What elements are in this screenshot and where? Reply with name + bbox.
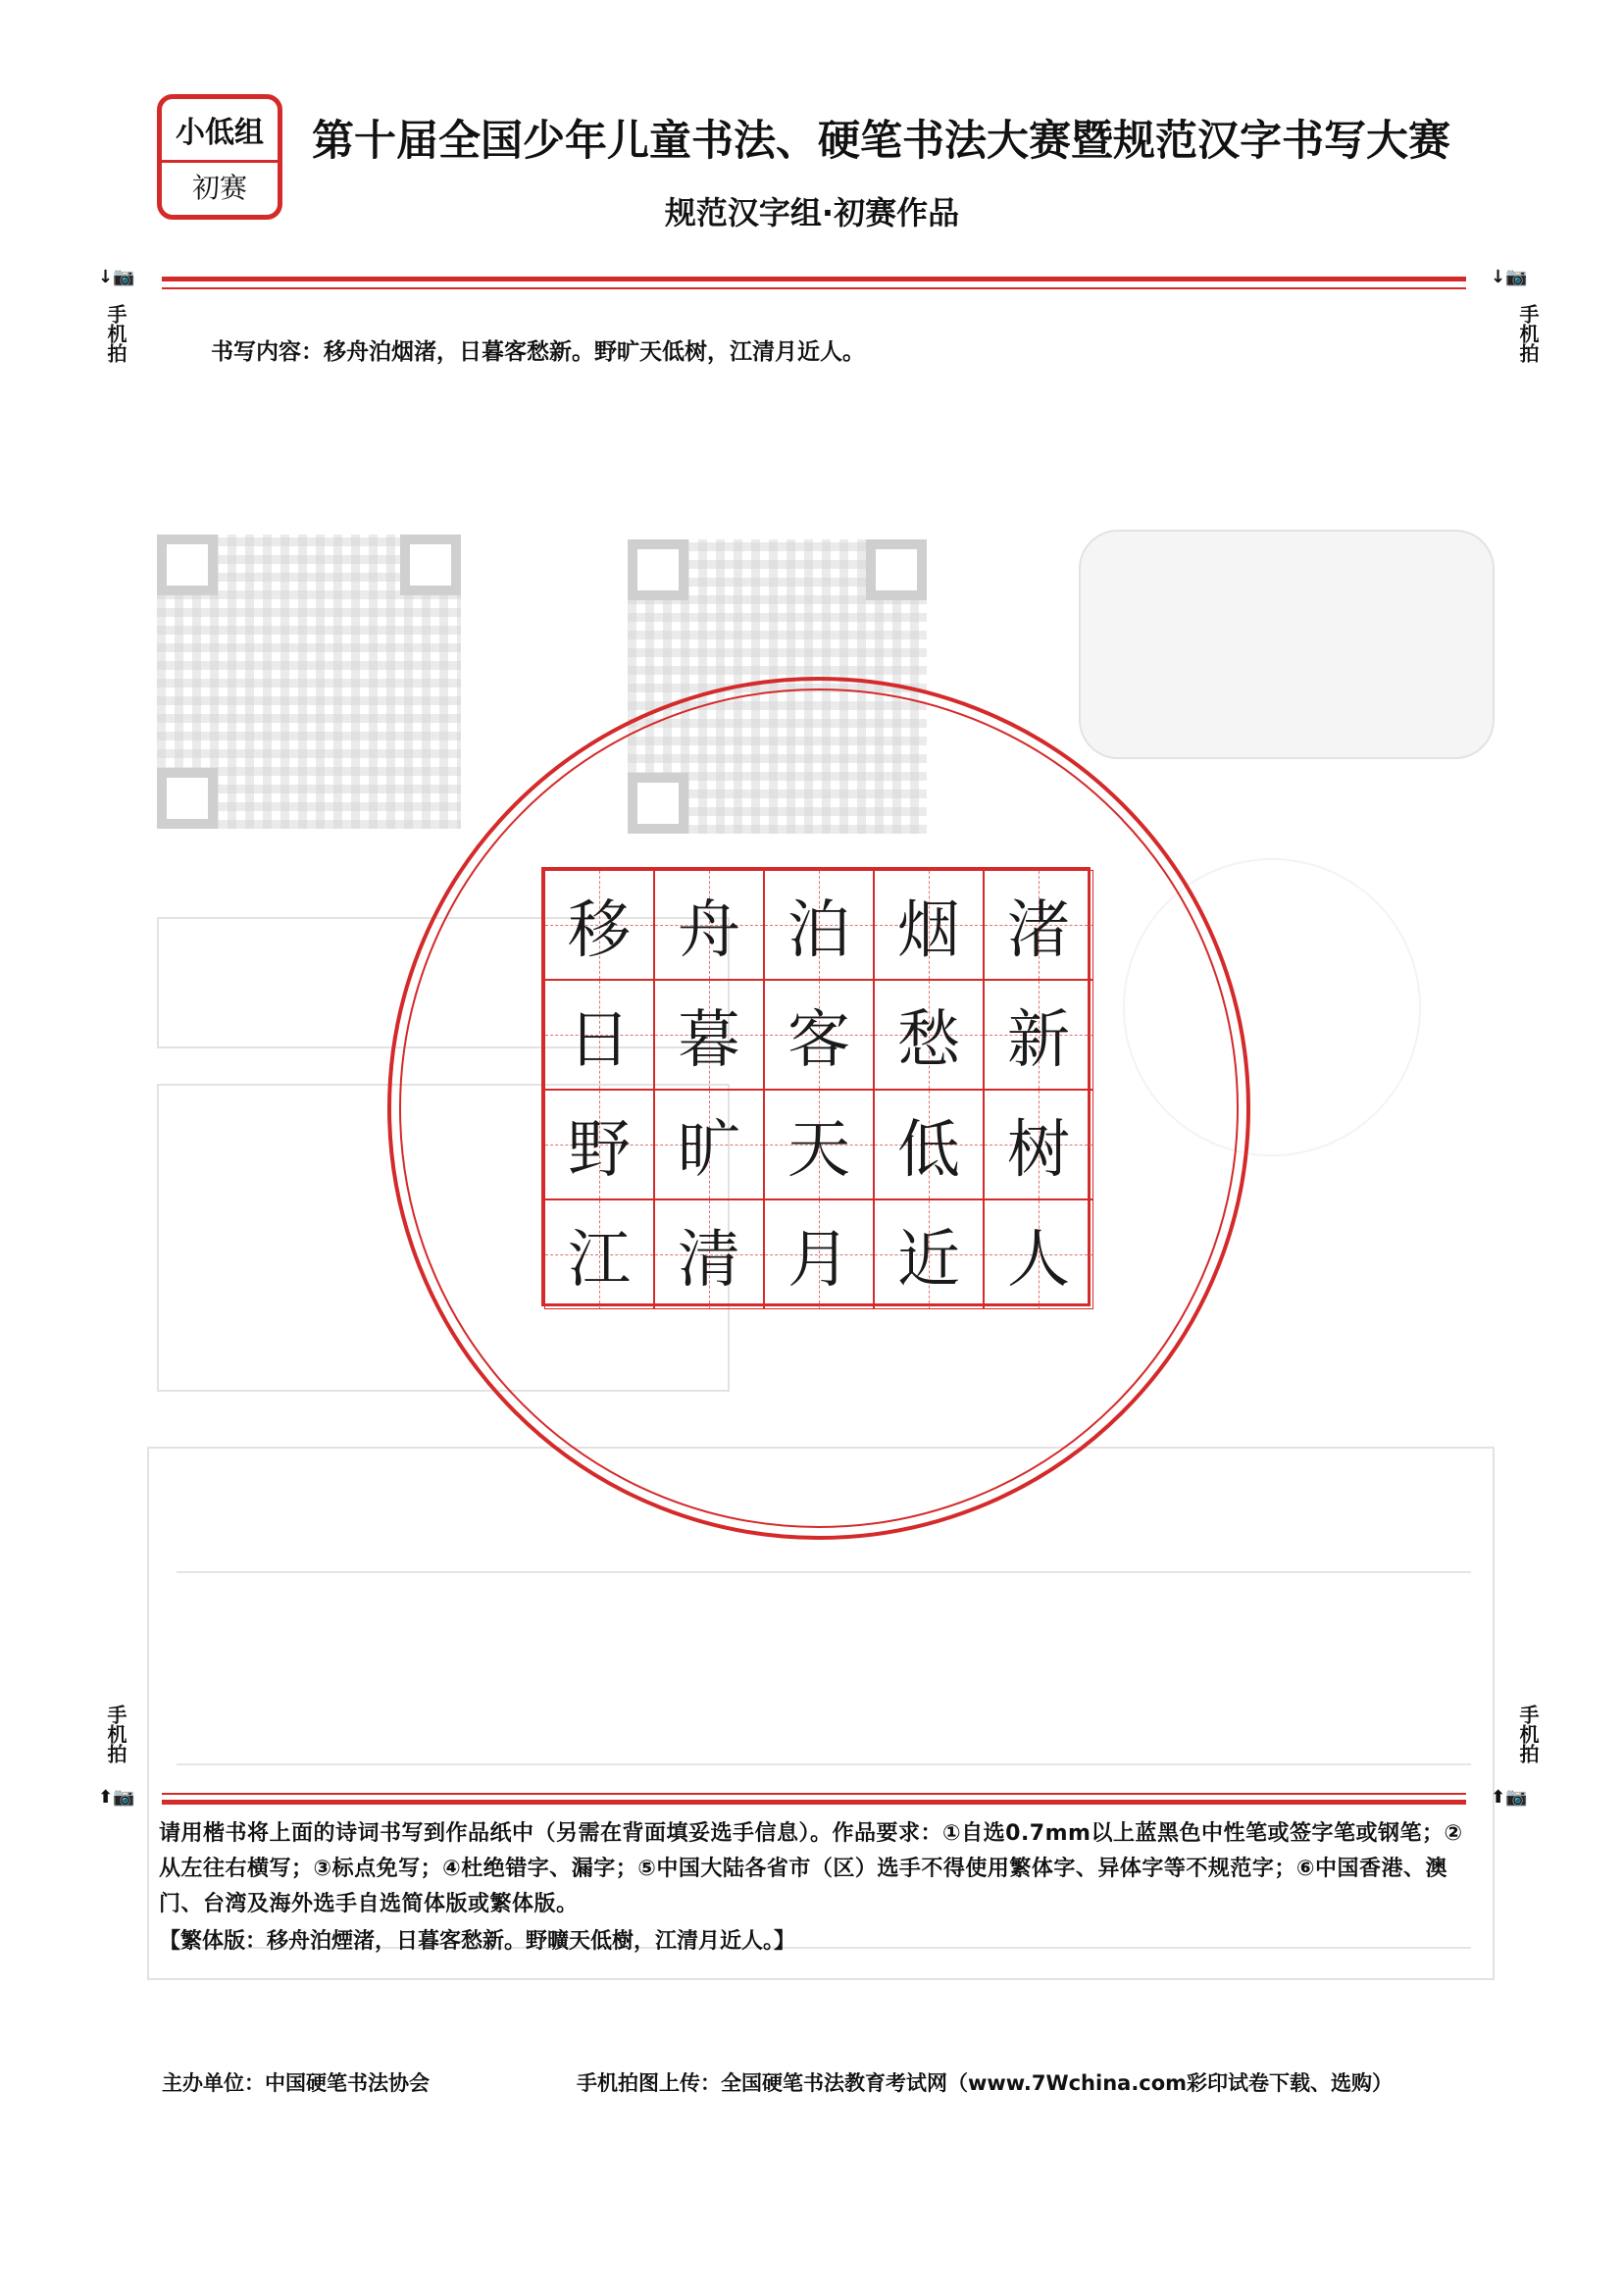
- badge-group-label: 小低组: [162, 99, 278, 163]
- grid-character: 舟: [678, 894, 740, 967]
- top-divider: [162, 277, 1466, 281]
- grid-cell: [544, 870, 654, 980]
- side-label-right-bottom: [1508, 1705, 1548, 1769]
- bleed-qr-code-left: [157, 535, 461, 829]
- bleed-form-line: [177, 1571, 1471, 1573]
- upload-info: 手机拍图上传：全国硬笔书法教育考试网（www.7Wchina.com彩印试卷下载、选购）: [577, 2071, 1394, 2095]
- side-label-left-bottom: [96, 1705, 135, 1769]
- side-label-right-top: [1508, 304, 1548, 369]
- page-subtitle: 规范汉字组·初赛作品: [664, 194, 960, 231]
- grid-character: 天: [787, 1114, 850, 1187]
- grid-cell: [984, 980, 1093, 1090]
- grid-cell: [764, 1199, 874, 1309]
- grid-character: 愁: [897, 1004, 960, 1077]
- grid-character: 烟: [897, 894, 960, 967]
- camera-icon: ↓📷: [1491, 267, 1528, 287]
- requirements-text: 请用楷书将上面的诗词书写到作品纸中（另需在背面填妥选手信息）。作品要求：①自选0.7mm以上蓝黑色中性笔或签字笔或钢笔；②从左往右横写；③标点免写；④杜绝错字、漏字；⑤中国大陆各省市（区）选手不得使用繁体字、异体字等不规范字；⑥中国香港、澳门、台湾及海外选手自选简体版或繁体版。: [159, 1821, 1463, 1916]
- grid-character: 新: [1007, 1004, 1070, 1077]
- grid-cell: [544, 1199, 654, 1309]
- grid-character: 月: [787, 1224, 850, 1297]
- grid-cell: [544, 980, 654, 1090]
- camera-icon: ⬆📷: [98, 1787, 135, 1808]
- grid-cell: [654, 1199, 764, 1309]
- grid-character: 低: [897, 1114, 960, 1187]
- grid-cell: [874, 870, 984, 980]
- grid-cell: [764, 980, 874, 1090]
- writing-grid: [541, 867, 1091, 1306]
- grid-cell: [984, 1199, 1093, 1309]
- grid-character: 近: [897, 1224, 960, 1297]
- top-divider-thin: [162, 287, 1466, 289]
- bottom-divider: [162, 1800, 1466, 1805]
- grid-cell: [654, 870, 764, 980]
- grid-cell: [984, 870, 1093, 980]
- grid-character: 日: [568, 1004, 631, 1077]
- grid-cell: [654, 980, 764, 1090]
- grid-cell: [544, 1090, 654, 1199]
- phone-photo-label: 手机拍: [1516, 304, 1540, 363]
- grid-cell: [764, 1090, 874, 1199]
- camera-icon: ⬆📷: [1491, 1787, 1528, 1808]
- grid-cell: [984, 1090, 1093, 1199]
- organizer: 主办单位：中国硬笔书法协会: [162, 2071, 430, 2095]
- grid-character: 客: [787, 1004, 850, 1077]
- badge-round-label: 初赛: [191, 172, 247, 204]
- grid-cell: [874, 1199, 984, 1309]
- grid-character: 树: [1007, 1114, 1070, 1187]
- writing-content: 书写内容：移舟泊烟渚，日暮客愁新。野旷天低树，江清月近人。: [211, 339, 865, 365]
- page-title: 第十届全国少年儿童书法、硬笔书法大赛暨规范汉字书写大赛: [312, 117, 1450, 166]
- phone-photo-label: 手机拍: [104, 304, 127, 363]
- grid-character: 旷: [678, 1114, 740, 1187]
- bleed-image-box: [1079, 530, 1495, 759]
- grid-character: 人: [1007, 1224, 1070, 1297]
- grid-character: 移: [568, 894, 631, 967]
- side-label-left-top: [96, 304, 135, 369]
- traditional-version: 【繁体版：移舟泊煙渚，日暮客愁新。野曠天低樹，江清月近人。】: [159, 1929, 796, 1954]
- grid-character: 江: [568, 1224, 631, 1297]
- grid-character: 暮: [678, 1004, 740, 1077]
- grid-cell: [764, 870, 874, 980]
- grid-character: 泊: [787, 894, 850, 967]
- grid-cell: [654, 1090, 764, 1199]
- bottom-divider-thin: [162, 1793, 1466, 1795]
- grid-character: 清: [678, 1224, 740, 1297]
- grid-cell: [874, 1090, 984, 1199]
- phone-photo-label: 手机拍: [1516, 1705, 1540, 1763]
- grid-character: 野: [568, 1114, 631, 1187]
- phone-photo-label: 手机拍: [104, 1705, 127, 1763]
- camera-icon: ↓📷: [98, 267, 135, 287]
- grid-cell: [874, 980, 984, 1090]
- grid-character: 渚: [1007, 894, 1070, 967]
- bleed-form-line: [177, 1763, 1471, 1765]
